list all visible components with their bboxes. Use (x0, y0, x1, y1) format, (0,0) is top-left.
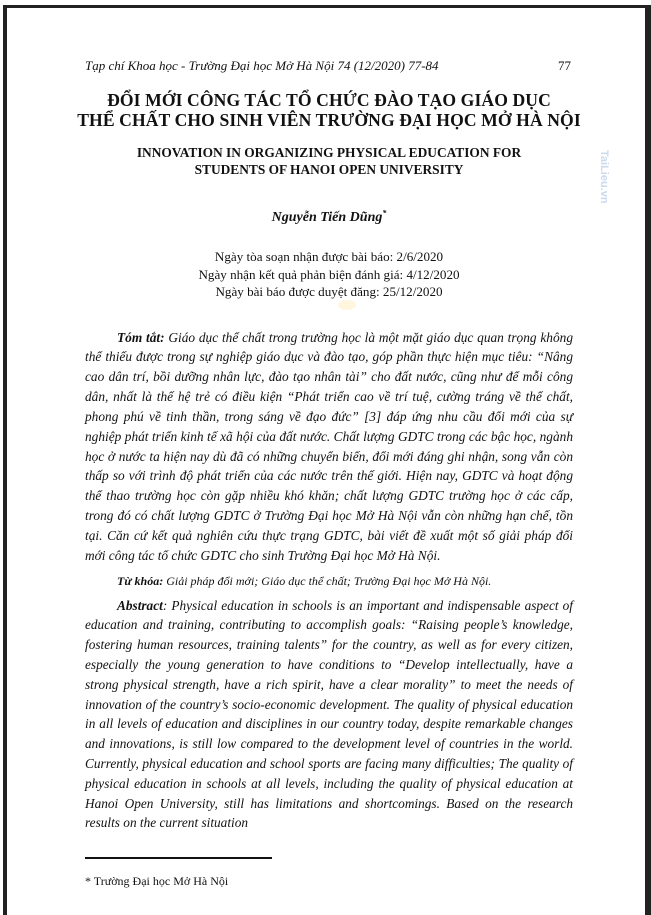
abstract-en-label: Abstract (117, 597, 163, 613)
keywords-label: Từ khóa: (117, 573, 164, 588)
abstract-vietnamese (85, 328, 573, 566)
watermark: TaiLieu.vn (598, 150, 610, 204)
page-frame-left (3, 5, 7, 915)
keywords (85, 572, 573, 590)
abstract-en-text: : Physical education in schools is an important and indispensable aspect of education and training, contributing to accomplish goals: “Raising people’s knowledge, fostering human resources, training talents” for the country, as well as for every citizen, especially the young generation to have conditions to “Develop intellectually, have a strong physical strength, have a rich spirit, have a clear morality” to meet the needs of innovation of the country’s socio-economic development. The quality of physical education in all levels of education and disciplines in our country today, despite remarkable changes and innovations, is still low compared to the development level of countries in the world. Currently, physical education and school sports are facing many difficulties; The quality of physical education in schools at all levels, including the quality of physical education at Hanoi Open University, still has limitations and shortcomings. Based on the research results on the current situation (85, 597, 573, 831)
abstract-english (85, 596, 573, 834)
title-vietnamese (75, 90, 583, 130)
date-accepted: Ngày bài báo được duyệt đăng: 25/12/2020 (215, 284, 443, 299)
submission-dates (85, 248, 573, 301)
date-reviewed: Ngày nhận kết quả phản biện đánh giá: 4/12/2020 (198, 266, 460, 282)
footnote-rule (85, 857, 272, 859)
author-footnote-mark: * (382, 208, 387, 218)
abstract-vn-text: Giáo dục thể chất trong trường học là một mặt giáo dục quan trọng không thể thiếu được trong sự nghiệp giáo dục và đào tạo, góp phần thực hiện mục tiêu: “Nâng cao dân trí, bồi dưỡng nhân lực, đào tạo nhân tài” cho đất nước, cũng như để mỗi công dân, nhất là thế hệ trẻ có điều kiện “Phát triển cao về trí tuệ, cường tráng về thể chất, phong phú về tinh thần, trong sáng về đạo đức” [3] đáp ứng nhu cầu đổi mới của sự nghiệp phát triển kinh tế xã hội của đất nước. Chất lượng GDTC trong các bậc học, ngành học ở nước ta hiện nay dù đã có những chuyển biến, đổi mới đáng ghi nhận, song vẫn còn thấp so với trình độ phát triển của các nước trên thế giới. Hiện nay, GDTC và hoạt động thể thao trường học còn gặp nhiều khó khăn; chất lượng GDTC trường học ở các cấp, trong đó có chất lượng GDTC ở Trường Đại học Mở Hà Nội vẫn còn những hạn chế, tồn tại. Căn cứ kết quả nghiên cứu thực trạng GDTC, bài viết đề xuất một số giải pháp đổi mới công tác tổ chức GDTC cho sinh Trường Đại học Mở Hà Nội. (85, 329, 573, 563)
date-received: Ngày tòa soạn nhận được bài báo: 2/6/2020 (214, 249, 444, 264)
footnote-block (85, 857, 573, 889)
paper-page (77, 0, 581, 909)
running-head (85, 58, 573, 74)
abstract-vn-label: Tóm tắt: (117, 329, 165, 345)
footnote: * Trường Đại học Mở Hà Nội (85, 873, 229, 888)
title-en-line-2: STUDENTS OF HANOI OPEN UNIVERSITY (194, 161, 464, 177)
page-frame-right (645, 5, 651, 915)
title-vn-line-1: ĐỔI MỚI CÔNG TÁC TỔ CHỨC ĐÀO TẠO GIÁO DỤC (107, 90, 551, 110)
title-vn-line-2: THỂ CHẤT CHO SINH VIÊN TRƯỜNG ĐẠI HỌC MỞ HÀ NỘI (77, 110, 581, 130)
journal-citation: Tạp chí Khoa học - Trường Đại học Mở Hà Nội 74 (12/2020) 77-84 (85, 58, 439, 73)
author-name: Nguyễn Tiến Dũng (271, 210, 383, 225)
keywords-text: Giải pháp đổi mới; Giáo dục thể chất; Trường Đại học Mở Hà Nội. (163, 573, 492, 588)
page-number: 77 (558, 58, 571, 73)
title-english (85, 145, 573, 178)
author (85, 209, 573, 227)
title-en-line-1: INNOVATION IN ORGANIZING PHYSICAL EDUCATION FOR (136, 145, 522, 160)
